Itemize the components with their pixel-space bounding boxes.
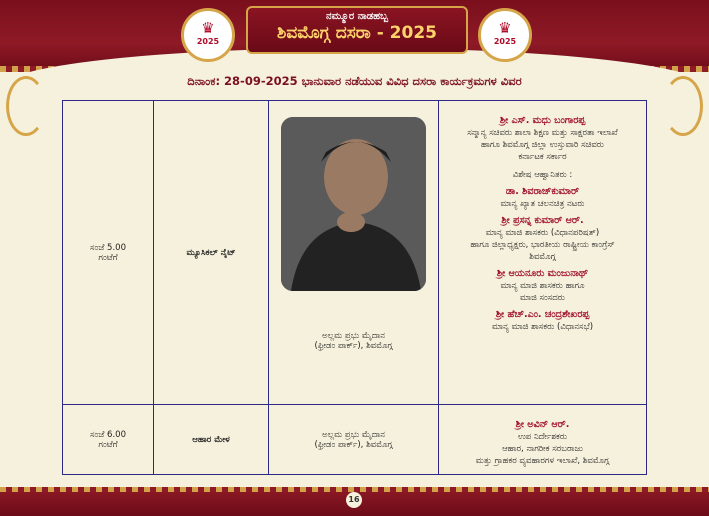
- page-title: ಶಿವಮೊಗ್ಗ ದಸರಾ - 2025: [277, 23, 437, 43]
- title-subtitle: ನಮ್ಮೂರ ನಾಡಹಬ್ಬ: [326, 11, 388, 22]
- time-value: ಸಂಜೆ 5.00: [90, 242, 126, 253]
- guest-designation: ಶಿವಮೊಗ್ಗ: [529, 252, 556, 262]
- guest-name: ಶ್ರೀ ಎಸ್. ಮಧು ಬಂಗಾರಪ್ಪ: [499, 115, 586, 126]
- time-unit: ಗಂಟೆಗೆ: [98, 252, 118, 263]
- page-number: 16: [346, 492, 362, 508]
- program-cell: ಮ್ಯೂಸಿಕಲ್ ನೈಟ್: [154, 101, 269, 405]
- guest-name: ಶ್ರೀ ಆಯನೂರು ಮಂಜುನಾಥ್: [496, 268, 589, 279]
- guest-designation: ಆಹಾರ, ನಾಗರೀಕ ಸರಬರಾಜು: [502, 444, 583, 454]
- portrait-image: [281, 117, 426, 291]
- guest-name: ಶ್ರೀ ಪ್ರಸನ್ನ ಕುಮಾರ್ ಆರ್.: [501, 215, 584, 226]
- guest-designation: ಹಾಗೂ ಜಿಲ್ಲಾಧ್ಯಕ್ಷರು, ಭಾರತೀಯ ರಾಷ್ಟ್ರೀಯ ಕಾಂಗ್ರೆಸ್: [470, 240, 615, 250]
- time-unit: ಗಂಟೆಗೆ: [98, 439, 118, 450]
- logo-year: 2025: [196, 37, 220, 46]
- guest-photo: [281, 117, 426, 291]
- guest-designation: ಮತ್ತು ಗ್ರಾಹಕರ ವ್ಯವಹಾರಗಳ ಇಲಾಖೆ, ಶಿವಮೊಗ್ಗ: [475, 456, 610, 466]
- venue-cell: [269, 405, 439, 475]
- guests-cell: [439, 405, 647, 475]
- venue-cell: [269, 101, 439, 405]
- title-banner: [246, 6, 468, 54]
- guest-name: ಶ್ರೀ ಅವಿನ್ ಆರ್.: [515, 419, 570, 430]
- date-heading: ದಿನಾಂಕ: 28-09-2025 ಭಾನುವಾರ ನಡೆಯುವ ವಿವಿಧ ದಸರಾ ಕಾರ್ಯಕ್ರಮಗಳ ವಿವರ: [187, 74, 522, 88]
- time-cell: [63, 405, 154, 475]
- time-value: ಸಂಜೆ 6.00: [90, 429, 126, 440]
- guest-designation: ಹಾಗೂ ಶಿವಮೊಗ್ಗ ಜಿಲ್ಲಾ ಉಸ್ತುವಾರಿ ಸಚಿವರು: [480, 140, 604, 150]
- dasara-logo-right: [478, 8, 532, 62]
- table-row: [63, 101, 647, 405]
- guest-designation: ಮಾಜಿ ಸಂಸದರು: [520, 293, 565, 303]
- dasara-logo-left: [181, 8, 235, 62]
- guest-designation: ಸನ್ಮಾನ್ಯ ಸಚಿವರು ಶಾಲಾ ಶಿಕ್ಷಣ ಮತ್ತು ಸಾಕ್ಷರತಾ ಇಲಾಖೆ: [467, 128, 618, 138]
- guest-designation: ಕರ್ನಾಟಕ ಸರ್ಕಾರ: [518, 152, 567, 162]
- program-cell: ಆಹಾರ ಮೇಳ: [154, 405, 269, 475]
- palace-icon: ♛: [201, 19, 215, 37]
- guests-cell: [439, 101, 647, 405]
- logo-year: 2025: [493, 37, 517, 46]
- venue-name: ಅಲ್ಲಮ ಪ್ರಭು ಮೈದಾನ: [321, 331, 385, 341]
- table-row: [63, 405, 647, 475]
- guest-designation: ಮಾನ್ಯ ಮಾಜಿ ಶಾಸಕರು ಹಾಗೂ: [500, 281, 585, 291]
- guest-designation: ಉಪ ನಿರ್ದೇಶಕರು: [517, 432, 568, 442]
- time-cell: [63, 101, 154, 405]
- special-invitees-label: ವಿಶೇಷ ಆಹ್ವಾನಿತರು :: [512, 170, 573, 180]
- program-schedule-table: [62, 100, 647, 475]
- guest-name: ಶ್ರೀ ಹೆಚ್.ಎಂ. ಚಂದ್ರಶೇಖರಪ್ಪ: [495, 309, 590, 320]
- guest-name: ಡಾ. ಶಿವರಾಜ್‌ಕುಮಾರ್: [505, 186, 580, 197]
- guest-designation: ಮಾನ್ಯ ಮಾಜಿ ಶಾಸಕರು (ವಿಧಾನಪರಿಷತ್): [485, 228, 600, 238]
- venue-detail: (ಫ್ರೀಡಂ ಪಾರ್ಕ್), ಶಿವಮೊಗ್ಗ: [314, 439, 393, 450]
- guest-designation: ಮಾನ್ಯ ಖ್ಯಾತ ಚಲನಚಿತ್ರ ನಟರು: [500, 199, 585, 209]
- palace-icon: ♛: [498, 19, 512, 37]
- guest-designation: ಮಾನ್ಯ ಮಾಜಿ ಶಾಸಕರು (ವಿಧಾನಸಭೆ): [491, 322, 594, 332]
- venue-detail: (ಫ್ರೀಡಂ ಪಾರ್ಕ್), ಶಿವಮೊಗ್ಗ: [314, 341, 393, 351]
- venue-name: ಅಲ್ಲಮ ಪ್ರಭು ಮೈದಾನ: [321, 429, 385, 440]
